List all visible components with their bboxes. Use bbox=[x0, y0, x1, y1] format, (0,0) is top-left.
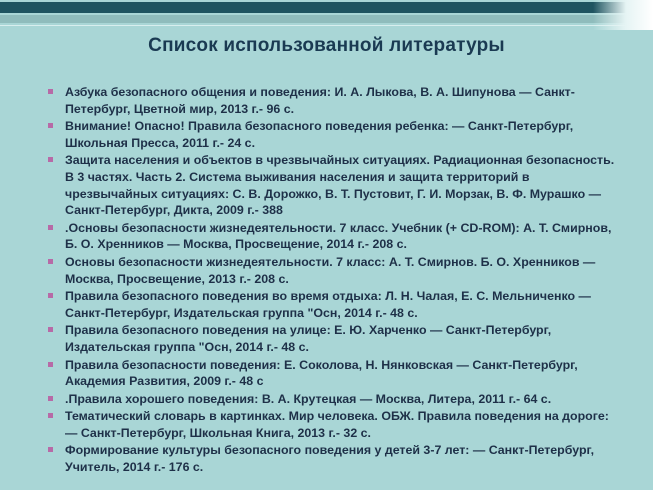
list-item bbox=[46, 118, 618, 151]
bullet-icon bbox=[48, 225, 53, 230]
header-decoration bbox=[0, 0, 653, 30]
header-bar-light bbox=[0, 15, 653, 23]
bullet-icon bbox=[48, 89, 53, 94]
list-item bbox=[46, 288, 618, 321]
list-item-text: Основы безопасности жизнедеятельности. 7 класс: А. Т. Смирнов. Б. О. Хренников — Москва, Просвещение, 2013 г.- 208 с. bbox=[65, 254, 596, 286]
list-item bbox=[46, 442, 618, 475]
bullet-icon bbox=[48, 396, 53, 401]
list-item bbox=[46, 254, 618, 287]
bullet-icon bbox=[48, 327, 53, 332]
list-item bbox=[46, 220, 618, 253]
list-item-text: .Основы безопасности жизнедеятельности. 7 класс. Учебник (+ CD-ROM): А. Т. Смирнов, Б. О. Хренников — Москва, Просвещение, 2014 г.- 208 с. bbox=[65, 220, 612, 252]
list-item-text: Тематический словарь в картинках. Мир человека. ОБЖ. Правила поведения на дороге: — Санкт-Петербург, Школьная Книга, 2013 г.- 32 с. bbox=[65, 409, 609, 440]
list-item-text: Внимание! Опасно! Правила безопасного поведения ребенка: — Санкт-Петербург, Школьная Пресса, 2011 г.- 24 с. bbox=[65, 119, 574, 150]
list-item bbox=[46, 408, 618, 441]
list-item bbox=[46, 84, 618, 117]
bullet-icon bbox=[48, 123, 53, 128]
list-item bbox=[46, 391, 618, 408]
list-item-text: .Правила хорошего поведения: В. А. Крутецкая — Москва, Литера, 2011 г.- 64 с. bbox=[65, 391, 552, 406]
list-item-text: Защита населения и объектов в чрезвычайных ситуациях. Радиационная безопасность. В 3 частях. Часть 2. Система выживания населения и защита территорий в чрезвычайных ситуациях: С. В. Дорожко, В. Т. Пустовит, Г. И. Морзак, В. Ф. Мурашко — Санкт-Петербург, Дикта, 2009 г.- 388 bbox=[65, 153, 615, 218]
list-item-text: Формирование культуры безопасного поведения у детей 3-7 лет: — Санкт-Петербург, Учитель, 2014 г.- 176 с. bbox=[65, 443, 595, 475]
bibliography-list bbox=[46, 84, 618, 477]
bullet-icon bbox=[48, 447, 53, 452]
list-item bbox=[46, 357, 618, 390]
bullet-icon bbox=[48, 157, 53, 162]
bullet-icon bbox=[48, 259, 53, 264]
header-divider bbox=[0, 25, 653, 26]
list-item bbox=[46, 322, 618, 355]
list-item bbox=[46, 152, 618, 218]
bullet-icon bbox=[48, 413, 53, 418]
bullet-icon bbox=[48, 362, 53, 367]
header-accent-glow bbox=[593, 0, 653, 30]
list-item-text: Азбука безопасного общения и поведения: И. А. Лыкова, В. А. Шипунова — Санкт-Петербург, Цветной мир, 2013 г.- 96 с. bbox=[65, 85, 575, 116]
slide-title: Список использованной литературы bbox=[148, 35, 505, 56]
header-bar-dark bbox=[0, 2, 653, 13]
list-item-text: Правила безопасного поведения на улице: Е. Ю. Харченко — Санкт-Петербург, Издательская группа "Осн, 2014 г.- 48 с. bbox=[65, 323, 552, 354]
bullet-icon bbox=[48, 293, 53, 298]
list-item-text: Правила безопасного поведения во время отдыха: Л. Н. Чалая, Е. С. Мельниченко — Санкт-Петербург, Издательская группа "Осн, 2014 г.- 48 с. bbox=[65, 289, 591, 320]
list-item-text: Правила безопасности поведения: Е. Соколова, Н. Нянковская — Санкт-Петербург, Академия Развития, 2009 г.- 48 с bbox=[65, 357, 578, 389]
